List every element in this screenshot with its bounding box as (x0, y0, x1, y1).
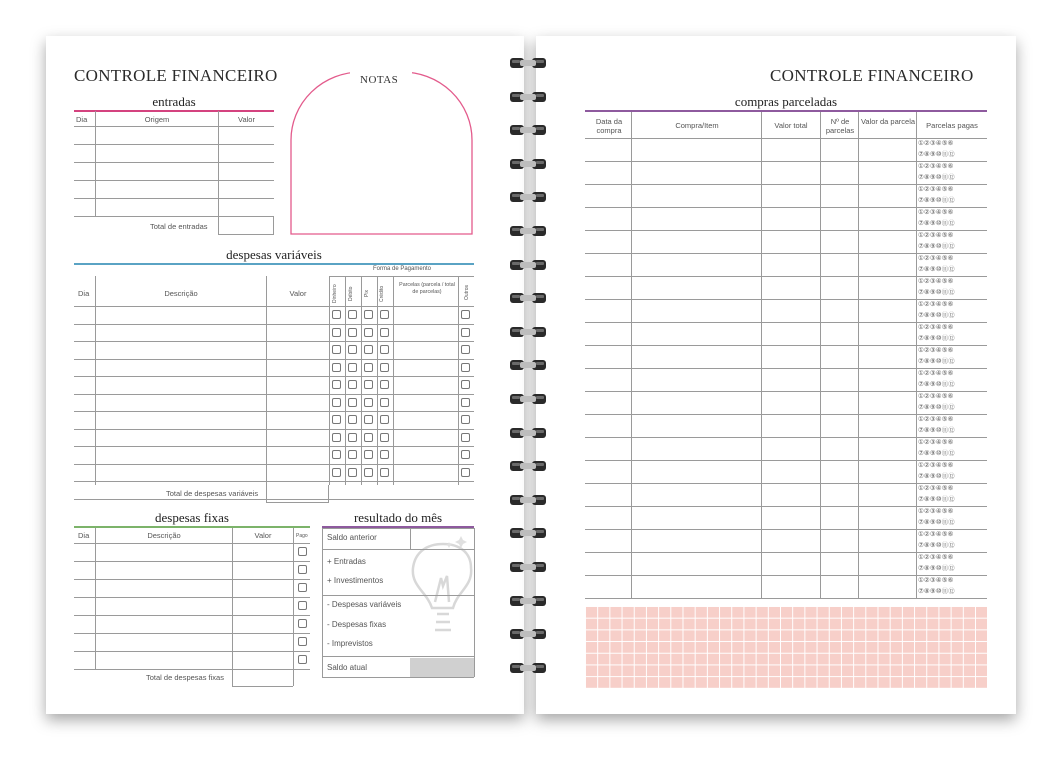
parcela-circles-row: ⑦⑧⑨⑩⑪⑫ (918, 312, 955, 319)
payment-checkbox[interactable] (380, 310, 389, 319)
payment-checkbox[interactable] (380, 345, 389, 354)
entradas-row-line (74, 162, 274, 163)
payment-checkbox[interactable] (332, 328, 341, 337)
payment-checkbox[interactable] (364, 310, 373, 319)
payment-checkbox[interactable] (461, 468, 470, 477)
table-divider (322, 528, 323, 677)
fixas-row-line (74, 597, 310, 598)
table-divider (458, 276, 459, 485)
col-parcelas: Parcelas (parcela / total de parcelas) (399, 282, 455, 295)
spiral-ring-icon (508, 325, 548, 339)
spiral-ring-icon (508, 56, 548, 70)
parcela-circles-row: ①②③④⑤⑥ (918, 439, 954, 446)
table-divider (377, 276, 378, 485)
parcela-circles-row: ⑦⑧⑨⑩⑪⑫ (918, 427, 955, 434)
variaveis-row-line (74, 324, 474, 325)
parcela-circles-row: ①②③④⑤⑥ (918, 140, 954, 147)
col-credito: Crédito (379, 285, 385, 302)
spiral-binding-icon (508, 40, 548, 710)
payment-checkbox[interactable] (332, 310, 341, 319)
fixas-row-line (74, 561, 310, 562)
spiral-ring-icon (508, 157, 548, 171)
payment-checkbox[interactable] (332, 398, 341, 407)
payment-checkbox[interactable] (348, 433, 357, 442)
fixas-rule (74, 526, 310, 528)
spiral-ring-icon (508, 594, 548, 608)
compras-rule (585, 110, 987, 112)
resultado-row-label: - Imprevistos (327, 639, 373, 648)
table-divider (232, 669, 233, 686)
parcela-circles-row: ⑦⑧⑨⑩⑪⑫ (918, 496, 955, 503)
payment-checkbox[interactable] (348, 380, 357, 389)
entradas-row-line (74, 126, 274, 127)
parcela-circles-row: ⑦⑧⑨⑩⑪⑫ (918, 289, 955, 296)
payment-checkbox[interactable] (461, 345, 470, 354)
variaveis-header-line (74, 306, 474, 307)
parcela-circles-row: ①②③④⑤⑥ (918, 370, 954, 377)
table-divider (266, 276, 267, 502)
payment-checkbox[interactable] (332, 380, 341, 389)
variaveis-row-line (74, 499, 474, 500)
fixas-col-descricao: Descrição (147, 531, 181, 540)
table-divider (345, 276, 346, 485)
pago-checkbox[interactable] (298, 547, 307, 556)
payment-checkbox[interactable] (332, 433, 341, 442)
spiral-ring-icon (508, 224, 548, 238)
payment-checkbox[interactable] (348, 468, 357, 477)
fixas-row-line (74, 669, 310, 670)
entradas-rule (74, 110, 274, 112)
spiral-ring-icon (508, 291, 548, 305)
fixas-row-line (74, 615, 310, 616)
table-divider (328, 485, 329, 502)
table-divider (95, 276, 96, 485)
parcela-circles-row: ①②③④⑤⑥ (918, 324, 954, 331)
payment-checkbox[interactable] (348, 450, 357, 459)
payment-checkbox[interactable] (364, 345, 373, 354)
table-divider (218, 111, 219, 234)
parcela-circles-row: ①②③④⑤⑥ (918, 485, 954, 492)
forma-pagamento-line (329, 276, 474, 277)
payment-checkbox[interactable] (380, 328, 389, 337)
resultado-row-label: - Despesas fixas (327, 620, 387, 629)
variaveis-row-line (74, 481, 474, 482)
parcela-circles-row: ⑦⑧⑨⑩⑪⑫ (918, 473, 955, 480)
variaveis-row-line (74, 359, 474, 360)
table-divider (916, 112, 917, 598)
lightbulb-icon (405, 530, 473, 640)
spiral-ring-icon (508, 190, 548, 204)
parcela-circles-row: ①②③④⑤⑥ (918, 255, 954, 262)
resultado-line (322, 595, 474, 596)
variaveis-row-line (74, 376, 474, 377)
variaveis-title: despesas variáveis (226, 247, 322, 262)
resultado-row-label: - Despesas variáveis (327, 600, 402, 609)
parcela-circles-row: ①②③④⑤⑥ (918, 232, 954, 239)
parcela-circles-row: ①②③④⑤⑥ (918, 416, 954, 423)
table-divider (95, 111, 96, 216)
resultado-row-label: Saldo anterior (327, 533, 377, 542)
resultado-line (322, 656, 474, 657)
parcela-circles-row: ⑦⑧⑨⑩⑪⑫ (918, 174, 955, 181)
payment-checkbox[interactable] (461, 415, 470, 424)
parcela-circles-row: ⑦⑧⑨⑩⑪⑫ (918, 243, 955, 250)
payment-checkbox[interactable] (364, 433, 373, 442)
variaveis-row-line (74, 446, 474, 447)
parcela-circles-row: ⑦⑧⑨⑩⑪⑫ (918, 565, 955, 572)
payment-checkbox[interactable] (364, 363, 373, 372)
entradas-row-line (74, 216, 274, 217)
compras-col-item: Compra/Item (675, 121, 719, 130)
parcela-circles-row: ⑦⑧⑨⑩⑪⑫ (918, 450, 955, 457)
spiral-ring-icon (508, 459, 548, 473)
parcela-circles-row: ①②③④⑤⑥ (918, 554, 954, 561)
resultado-title: resultado do mês (353, 510, 443, 525)
payment-checkbox[interactable] (380, 380, 389, 389)
variaveis-col-valor: Valor (289, 289, 307, 298)
fixas-total-label: Total de despesas fixas (146, 673, 224, 682)
table-divider (329, 276, 330, 485)
parcela-circles-row: ⑦⑧⑨⑩⑪⑫ (918, 404, 955, 411)
spiral-ring-icon (508, 123, 548, 137)
payment-checkbox[interactable] (364, 468, 373, 477)
fixas-title: despesas fixas (154, 510, 229, 525)
payment-checkbox[interactable] (348, 328, 357, 337)
entradas-row-line (74, 144, 274, 145)
parcela-circles-row: ①②③④⑤⑥ (918, 462, 954, 469)
entradas-total-line (218, 234, 274, 235)
payment-checkbox[interactable] (348, 415, 357, 424)
spiral-ring-icon (508, 90, 548, 104)
fixas-col-dia: Dia (78, 531, 90, 540)
variaveis-row-line (74, 411, 474, 412)
spiral-ring-icon (508, 560, 548, 574)
spiral-ring-icon (508, 392, 548, 406)
table-divider (95, 528, 96, 669)
parcela-circles-row: ⑦⑧⑨⑩⑪⑫ (918, 335, 955, 342)
payment-checkbox[interactable] (364, 398, 373, 407)
parcela-circles-row: ⑦⑧⑨⑩⑪⑫ (918, 151, 955, 158)
payment-checkbox[interactable] (461, 380, 470, 389)
parcela-circles-row: ⑦⑧⑨⑩⑪⑫ (918, 266, 955, 273)
parcela-circles-row: ⑦⑧⑨⑩⑪⑫ (918, 358, 955, 365)
entradas-col-valor: Valor (238, 115, 255, 124)
fixas-row-line (74, 633, 310, 634)
payment-checkbox[interactable] (461, 310, 470, 319)
fixas-row-line (74, 651, 310, 652)
entradas-row-line (74, 198, 274, 199)
payment-checkbox[interactable] (348, 363, 357, 372)
parcela-circles-row: ①②③④⑤⑥ (918, 508, 954, 515)
spiral-ring-icon (508, 358, 548, 372)
parcela-circles-row: ⑦⑧⑨⑩⑪⑫ (918, 220, 955, 227)
resultado-row-label: + Investimentos (327, 576, 384, 585)
payment-checkbox[interactable] (380, 433, 389, 442)
entradas-title: entradas (152, 94, 196, 109)
table-divider (293, 528, 294, 686)
compras-col-pagas: Parcelas pagas (926, 121, 978, 130)
payment-checkbox[interactable] (380, 468, 389, 477)
resultado-row-label: + Entradas (327, 557, 366, 566)
variaveis-col-dia: Dia (78, 289, 90, 298)
payment-checkbox[interactable] (461, 328, 470, 337)
variaveis-total-line (266, 502, 329, 503)
variaveis-total-label: Total de despesas variáveis (166, 489, 259, 498)
parcela-circles-row: ①②③④⑤⑥ (918, 301, 954, 308)
spiral-ring-icon (508, 526, 548, 540)
payment-checkbox[interactable] (380, 363, 389, 372)
entradas-col-origem: Origem (144, 115, 170, 124)
resultado-line (322, 549, 474, 550)
pago-checkbox[interactable] (298, 637, 307, 646)
payment-checkbox[interactable] (364, 450, 373, 459)
parcela-circles-row: ①②③④⑤⑥ (918, 278, 954, 285)
parcela-circles-row: ⑦⑧⑨⑩⑪⑫ (918, 588, 955, 595)
pago-checkbox[interactable] (298, 601, 307, 610)
variaveis-row-line (74, 341, 474, 342)
table-divider (474, 528, 475, 677)
payment-checkbox[interactable] (348, 345, 357, 354)
payment-checkbox[interactable] (332, 468, 341, 477)
compras-col-nparcelas: Nº de parcelas (825, 117, 855, 135)
parcela-circles-row: ①②③④⑤⑥ (918, 577, 954, 584)
compras-row-line (585, 598, 987, 599)
compras-col-total: Valor total (774, 121, 808, 130)
col-dinheiro: Dinheiro (332, 284, 338, 303)
forma-pagamento-label: Forma de Pagamento (372, 266, 432, 272)
table-divider (232, 528, 233, 669)
parcela-circles-row: ⑦⑧⑨⑩⑪⑫ (918, 519, 955, 526)
parcela-circles-row: ①②③④⑤⑥ (918, 393, 954, 400)
col-outros: Outros (464, 284, 470, 300)
payment-checkbox[interactable] (461, 433, 470, 442)
payment-checkbox[interactable] (461, 363, 470, 372)
spiral-ring-icon (508, 661, 548, 675)
notas-box (288, 70, 478, 236)
parcela-circles-row: ①②③④⑤⑥ (918, 163, 954, 170)
payment-checkbox[interactable] (348, 398, 357, 407)
variaveis-row-line (74, 464, 474, 465)
spiral-ring-icon (508, 258, 548, 272)
pago-checkbox[interactable] (298, 565, 307, 574)
parcela-circles-row: ①②③④⑤⑥ (918, 186, 954, 193)
fixas-col-valor: Valor (254, 531, 272, 540)
notas-label: NOTAS (360, 74, 399, 86)
right-page-title: CONTROLE FINANCEIRO (770, 66, 974, 85)
spiral-ring-icon (508, 493, 548, 507)
parcela-circles-row: ⑦⑧⑨⑩⑪⑫ (918, 197, 955, 204)
payment-checkbox[interactable] (364, 328, 373, 337)
variaveis-row-line (74, 429, 474, 430)
entradas-total-label: Total de entradas (150, 222, 208, 231)
parcela-circles-row: ⑦⑧⑨⑩⑪⑫ (918, 542, 955, 549)
parcela-circles-row: ①②③④⑤⑥ (918, 209, 954, 216)
variaveis-rule (74, 263, 474, 265)
payment-checkbox[interactable] (332, 363, 341, 372)
payment-checkbox[interactable] (364, 380, 373, 389)
payment-checkbox[interactable] (380, 398, 389, 407)
variaveis-col-descricao: Descrição (164, 289, 198, 298)
pago-checkbox[interactable] (298, 619, 307, 628)
col-debito: Débito (348, 286, 354, 301)
table-divider (361, 276, 362, 485)
parcela-circles-row: ①②③④⑤⑥ (918, 347, 954, 354)
resultado-line (322, 528, 474, 529)
resultado-line (322, 677, 474, 678)
variaveis-row-line (74, 394, 474, 395)
table-divider (820, 112, 821, 598)
resultado-row-label: Saldo atual (327, 663, 368, 672)
fixas-total-line (232, 686, 293, 687)
payment-checkbox[interactable] (364, 415, 373, 424)
fixas-header-line (74, 543, 310, 544)
table-divider (393, 276, 394, 485)
payment-checkbox[interactable] (461, 450, 470, 459)
payment-checkbox[interactable] (332, 415, 341, 424)
table-divider (761, 112, 762, 598)
payment-checkbox[interactable] (332, 450, 341, 459)
compras-col-valor-parcela: Valor da parcela (860, 117, 916, 126)
parcela-circles-row: ①②③④⑤⑥ (918, 531, 954, 538)
entradas-col-dia: Dia (76, 115, 88, 124)
payment-checkbox[interactable] (380, 415, 389, 424)
table-divider (410, 528, 411, 549)
spiral-ring-icon (508, 426, 548, 440)
grid-notes-area (585, 606, 987, 688)
table-divider (273, 216, 274, 234)
compras-col-data: Data da compra (595, 117, 623, 135)
left-page-title: CONTROLE FINANCEIRO (74, 66, 278, 85)
payment-checkbox[interactable] (461, 398, 470, 407)
payment-checkbox[interactable] (348, 310, 357, 319)
saldo-atual-value (410, 658, 474, 677)
spiral-ring-icon (508, 627, 548, 641)
entradas-row-line (74, 180, 274, 181)
payment-checkbox[interactable] (380, 450, 389, 459)
col-pix: Pix (364, 290, 370, 297)
parcela-circles-row: ⑦⑧⑨⑩⑪⑫ (918, 381, 955, 388)
fixas-row-line (74, 579, 310, 580)
table-divider (858, 112, 859, 598)
payment-checkbox[interactable] (332, 345, 341, 354)
fixas-col-pago: Pago (296, 533, 308, 539)
pago-checkbox[interactable] (298, 583, 307, 592)
table-divider (631, 112, 632, 598)
pago-checkbox[interactable] (298, 655, 307, 664)
compras-title: compras parceladas (734, 94, 838, 109)
